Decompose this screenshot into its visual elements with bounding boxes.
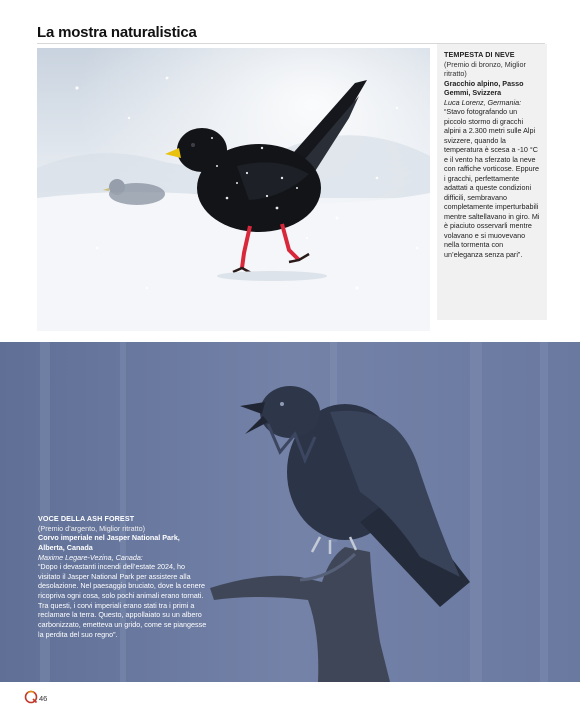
page-title: La mostra naturalistica: [37, 24, 197, 41]
caption-award: (Premio d’argento, Miglior ritratto): [38, 523, 146, 533]
alpine-chough-photo: [37, 48, 430, 331]
top-caption: [437, 44, 547, 320]
caption-author: Maxime Legare-Vezina, Canada:: [38, 552, 143, 562]
magazine-logo-icon: [24, 690, 38, 704]
caption-quote: “Dopo i devastanti incendi dell’estate 2024, ho visitato il Jasper National Park per assistere alla desolazione. Nel paesaggio bruciato, dove la cenere ricopriva ogni cosa, solo pochi animali erano tornati. Tra questi, i corvi imperiali erano stati tra i primi a reclamare la terra. Questo, appollaiato su un albero carbonizzato, emetteva un grido, come se piangesse la perdita del suo regno”.: [38, 562, 207, 639]
caption-award: (Premio di bronzo, Miglior ritratto): [444, 59, 526, 78]
caption-quote: “Stavo fotografando un piccolo stormo di gracchi alpini a 2.300 metri sulle Alpi svizzere, quando la temperatura è scesa a -10 °C e il vento ha sferzato la neve con raffiche vorticose. Eppure i gracchi, perfettamente adattati a queste condizioni difficili, sembravano completamente imperturbabili mentre saltellavano in giro. Mi è piaciuto osservarli mentre volavano e si muovevano nella tormenta con un’eleganza senza pari”.: [444, 107, 540, 259]
caption-subject: Corvo imperiale nel Jasper National Park, Alberta, Canada: [38, 533, 180, 552]
page-number: 46: [39, 694, 48, 703]
caption-author: Luca Lorenz, Germania:: [444, 97, 522, 107]
page-folio: [24, 690, 47, 704]
caption-title: VOCE DELLA ASH FOREST: [38, 514, 135, 523]
caption-title: TEMPESTA DI NEVE: [444, 50, 515, 59]
bottom-caption: [38, 514, 208, 639]
caption-subject: Gracchio alpino, Passo Gemmi, Svizzera: [444, 78, 524, 97]
